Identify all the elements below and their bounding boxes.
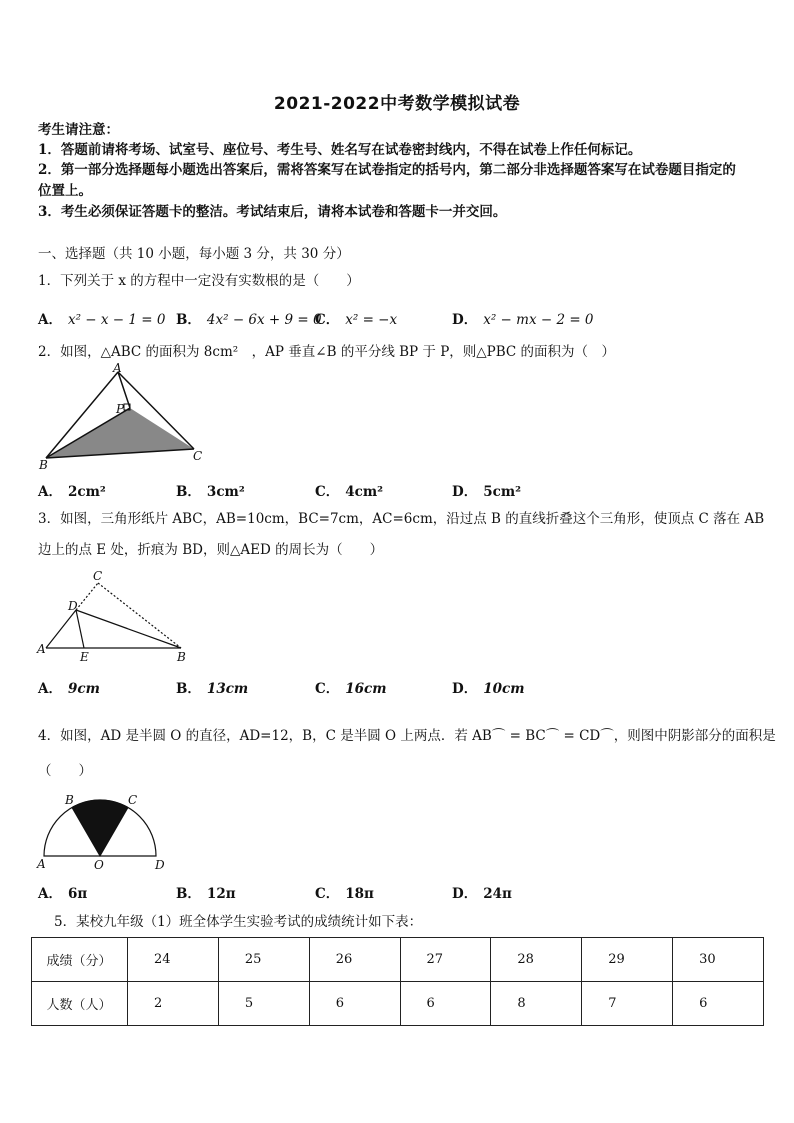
table-row — [32, 982, 764, 1026]
q3-label-b: B — [177, 650, 186, 664]
notice-item-1: 1．答题前请将考场、试室号、座位号、考生号、姓名写在试卷密封线内，不得在试卷上作任何标记。 — [38, 142, 642, 158]
q4-label-d: D — [155, 858, 165, 872]
q2-option-b[interactable]: B． 3cm² — [176, 484, 245, 500]
table-row-header-score: 成绩（分） — [32, 938, 128, 982]
q1-option-c[interactable]: C． x² = −x — [315, 312, 398, 328]
q3-figure — [36, 568, 196, 666]
q2-option-d[interactable]: D． 5cm² — [452, 484, 522, 500]
table-cell: 8 — [491, 982, 582, 1026]
table-cell: 26 — [309, 938, 400, 982]
q4-option-c[interactable]: C． 18π — [315, 886, 374, 902]
q4-option-d[interactable]: D． 24π — [452, 886, 512, 902]
notice-item-2-cont: 位置上。 — [38, 183, 92, 199]
q3-label-c: C — [93, 569, 103, 583]
q4-stem-line1: 4．如图，AD 是半圆 O 的直径，AD=12，B，C 是半圆 O 上两点．若 AB⌒ = BC⌒ = CD⌒，则图中阴影部分的面积是 — [38, 728, 776, 744]
notice-heading: 考生请注意： — [38, 122, 119, 138]
q4-figure — [36, 790, 176, 872]
table-cell: 6 — [309, 982, 400, 1026]
table-cell: 2 — [128, 982, 219, 1026]
q3-stem-line1: 3．如图，三角形纸片 ABC，AB=10cm，BC=7cm，AC=6cm，沿过点 B 的直线折叠这个三角形，使顶点 C 落在 AB — [38, 511, 765, 527]
q2-stem: 2．如图，△ABC 的面积为 8cm² ，AP 垂直∠B 的平分线 BP 于 P，则△PBC 的面积为（ ） — [38, 344, 616, 360]
section-heading: 一、选择题（共 10 小题，每小题 3 分，共 30 分） — [38, 246, 350, 262]
table-cell: 29 — [582, 938, 673, 982]
notice-item-2: 2．第一部分选择题每小题选出答案后，需将答案写在试卷指定的括号内，第二部分非选择题答案写在试卷题目指定的 — [38, 162, 736, 178]
q4-shaded-sector — [72, 800, 128, 856]
table-cell: 6 — [673, 982, 764, 1026]
page-title: 2021-2022中考数学模拟试卷 — [273, 94, 521, 114]
q1-option-b[interactable]: B． 4x² − 6x + 9 = 0 — [176, 312, 322, 328]
q1-option-a[interactable]: A． x² − x − 1 = 0 — [38, 312, 166, 328]
q4-stem-line2: （ ） — [38, 763, 92, 779]
q4-label-c: C — [128, 793, 138, 807]
table-cell: 5 — [218, 982, 309, 1026]
q2-label-b: B — [39, 458, 48, 472]
table-row — [32, 938, 764, 982]
q3-segment-dc-dashed — [76, 583, 98, 610]
table-cell: 28 — [491, 938, 582, 982]
q3-stem-line2: 边上的点 E 处，折痕为 BD，则△AED 的周长为（ ） — [38, 542, 384, 558]
q2-option-c[interactable]: C． 4cm² — [315, 484, 384, 500]
q4-label-b: B — [65, 793, 74, 807]
table-cell: 6 — [400, 982, 491, 1026]
q3-label-e: E — [80, 650, 89, 664]
q1-option-d[interactable]: D． x² − mx − 2 = 0 — [452, 312, 594, 328]
q3-segment-cb-dashed — [98, 583, 181, 648]
q1-stem: 1．下列关于 x 的方程中一定没有实数根的是（ ） — [38, 273, 360, 289]
q3-label-a: A — [37, 642, 46, 656]
q4-label-a: A — [37, 857, 46, 871]
q2-label-a: A — [113, 362, 122, 375]
notice-item-3: 3．考生必须保证答题卡的整洁。考试结束后，请将本试卷和答题卡一并交回。 — [38, 204, 507, 220]
q4-option-a[interactable]: A． 6π — [38, 886, 88, 902]
table-cell: 25 — [218, 938, 309, 982]
q3-label-d: D — [68, 599, 78, 613]
q3-segment-ad — [46, 610, 76, 648]
q4-option-b[interactable]: B． 12π — [176, 886, 236, 902]
q4-label-o: O — [94, 858, 104, 872]
q3-segment-de — [76, 610, 84, 648]
table-cell: 24 — [128, 938, 219, 982]
q2-label-p: P — [116, 402, 125, 416]
q3-fold-bd — [76, 610, 181, 648]
q5-stem: 5．某校九年级（1）班全体学生实验考试的成绩统计如下表： — [54, 914, 423, 930]
q3-option-b[interactable]: B． 13cm — [176, 681, 249, 697]
q2-option-a[interactable]: A． 2cm² — [38, 484, 106, 500]
q3-option-a[interactable]: A． 9cm — [38, 681, 100, 697]
q3-option-d[interactable]: D． 10cm — [452, 681, 525, 697]
q2-figure — [36, 362, 216, 472]
table-cell: 27 — [400, 938, 491, 982]
table-cell: 30 — [673, 938, 764, 982]
table-cell: 7 — [582, 982, 673, 1026]
table-row-header-count: 人数（人） — [32, 982, 128, 1026]
q5-score-table — [31, 937, 764, 1026]
q3-option-c[interactable]: C． 16cm — [315, 681, 387, 697]
q2-label-c: C — [193, 449, 203, 463]
